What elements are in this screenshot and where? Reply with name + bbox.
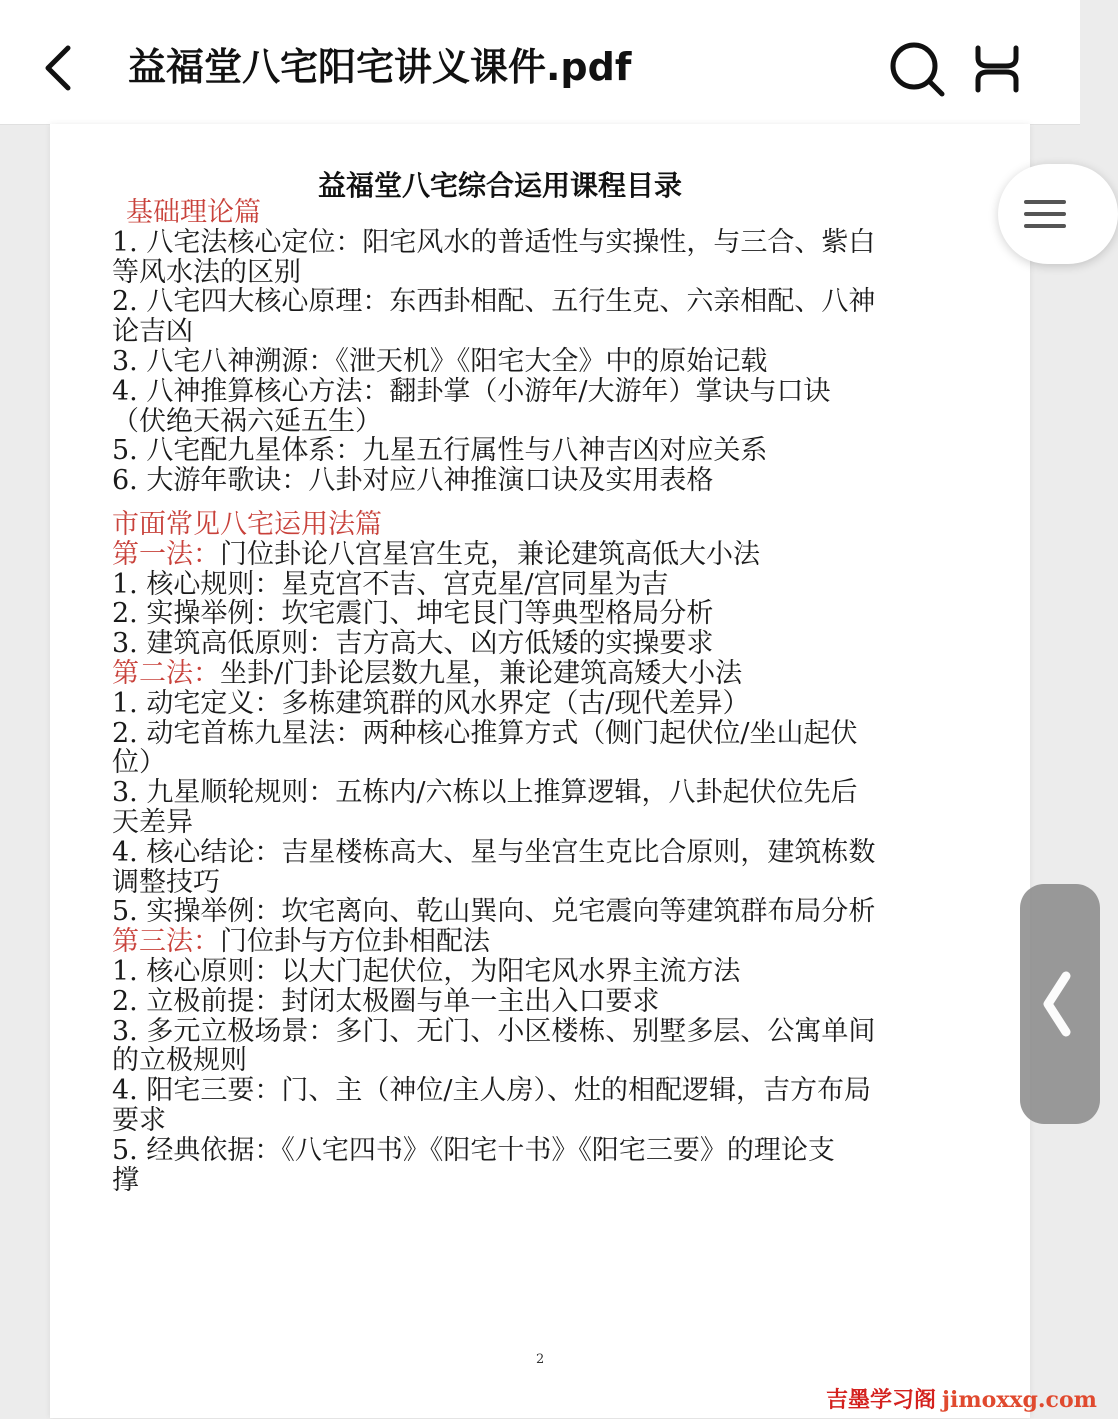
list-item: 撑 <box>112 1164 139 1196</box>
chevron-left-icon <box>30 38 90 98</box>
method-label: 第二法： <box>112 657 220 689</box>
list-item: 天差异 <box>112 806 193 838</box>
list-item: 6. 大游年歌诀：八卦对应八神推演口诀及实用表格 <box>112 465 714 497</box>
list-item: 3. 八宅八神溯源：《泄天机》《阳宅大全》中的原始记载 <box>112 345 768 377</box>
method-title: 坐卦/门卦论层数九星，兼论建筑高矮大小法 <box>220 657 743 689</box>
contents-title: 益福堂八宅综合运用课程目录 <box>317 169 682 202</box>
side-panel-handle[interactable] <box>1020 884 1100 1124</box>
list-item: 调整技巧 <box>112 866 220 898</box>
list-item: 1. 核心原则：以大门起伏位，为阳宅风水界主流方法 <box>112 955 741 987</box>
method-heading <box>112 659 972 689</box>
list-item: 3. 九星顺轮规则：五栋内/六栋以上推算逻辑，八卦起伏位先后 <box>112 777 858 809</box>
list-item: 2. 立极前提：封闭太极圈与单一主出入口要求 <box>112 985 660 1017</box>
list-item: 的立极规则 <box>112 1045 247 1077</box>
search-button[interactable] <box>884 36 950 102</box>
side-panel-handle-icon <box>1020 884 1100 1124</box>
method-heading <box>112 927 972 957</box>
list-item: 1. 核心规则：星克宫不吉、宫克星/宫同星为吉 <box>112 568 669 600</box>
list-item: 2. 八宅四大核心原理：东西卦相配、五行生克、六亲相配、八神 <box>112 286 876 318</box>
method-label: 第三法： <box>112 926 220 958</box>
back-button[interactable] <box>30 38 90 98</box>
list-item: 5. 经典依据：《八宅四书》《阳宅十书》《阳宅三要》的理论支 <box>112 1134 835 1166</box>
list-item: 5. 实操举例：坎宅离向、乾山巽向、兑宅震向等建筑群布局分析 <box>112 896 876 928</box>
menu-button[interactable] <box>998 164 1118 264</box>
list-item: 位） <box>112 747 166 779</box>
list-item: 5. 八宅配九星体系：九星五行属性与八神吉凶对应关系 <box>112 435 768 467</box>
spacer <box>112 496 972 510</box>
list-item: 论吉凶 <box>112 316 193 348</box>
list-item: （伏绝天祸六延五生） <box>112 405 382 437</box>
list-item: 要求 <box>112 1104 166 1136</box>
method-heading <box>112 540 972 570</box>
list-item: 1. 八宅法核心定位：阳宅风水的普适性与实操性，与三合、紫白 <box>112 226 876 258</box>
list-item: 1. 动宅定义：多栋建筑群的风水界定（古/现代差异） <box>112 687 750 719</box>
list-item: 4. 阳宅三要：门、主（神位/主人房）、灶的相配逻辑，吉方布局 <box>112 1075 871 1107</box>
method-title: 门位卦与方位卦相配法 <box>220 926 490 958</box>
pdf-page[interactable] <box>50 124 1030 1418</box>
search-icon <box>884 36 950 102</box>
list-item: 4. 核心结论：吉星楼栋高大、星与坐宫生克比合原则，建筑栋数 <box>112 836 876 868</box>
list-item: 4. 八神推算核心方法：翻卦掌（小游年/大游年）掌诀与口诀 <box>112 375 831 407</box>
reading-mode-icon <box>964 36 1030 102</box>
list-item: 等风水法的区别 <box>112 256 301 288</box>
top-toolbar <box>0 0 1080 125</box>
method-title: 门位卦论八宫星宫生克，兼论建筑高低大小法 <box>220 538 760 570</box>
list-item: 3. 多元立极场景：多门、无门、小区楼栋、别墅多层、公寓单间 <box>112 1015 876 1047</box>
section-heading: 基础理论篇 <box>126 197 261 228</box>
list-item: 2. 动宅首栋九星法：两种核心推算方式（侧门起伏位/坐山起伏 <box>112 717 858 749</box>
reading-mode-button[interactable] <box>964 36 1030 102</box>
section-heading: 市面常见八宅运用法篇 <box>112 508 382 540</box>
document-title: 益福堂八宅阳宅讲义课件.pdf <box>128 45 632 89</box>
watermark-chinese: 吉墨学习阁 <box>826 1388 937 1413</box>
watermark-url: jimoxxg.com <box>942 1387 1097 1413</box>
watermark <box>826 1382 1097 1418</box>
contents-list <box>112 198 972 1195</box>
list-item: 2. 实操举例：坎宅震门、坤宅艮门等典型格局分析 <box>112 598 714 630</box>
page-number: 2 <box>536 1352 545 1367</box>
list-item: 3. 建筑高低原则：吉方高大、凶方低矮的实操要求 <box>112 628 714 660</box>
method-label: 第一法： <box>112 538 220 570</box>
